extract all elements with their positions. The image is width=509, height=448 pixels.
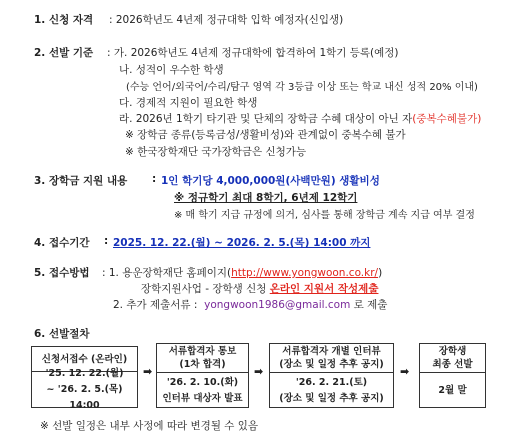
application-period: 2025. 12. 22.(월) ~ 2026. 2. 5.(목) 14:00 까지 bbox=[113, 237, 371, 249]
online-application-link[interactable]: 온라인 지원서 작성제출 bbox=[269, 283, 379, 295]
schedule-change-footnote: ※ 선발 일정은 내부 사정에 따라 변경될 수 있음 bbox=[40, 420, 259, 432]
step-date: '25. 12. 22.(월) bbox=[45, 368, 124, 379]
step-box-interview bbox=[269, 343, 394, 408]
section5-item1b bbox=[141, 281, 378, 296]
section3-semester-limit: ※ 정규학기 최대 8학기, 6년제 12학기 bbox=[174, 192, 358, 204]
step-subtitle: 최종 선발 bbox=[432, 359, 473, 370]
section2-item-ga: : 가. 2026학년도 4년제 정규대학에 합격하여 1학기 등록(예정) bbox=[107, 47, 399, 59]
section3-continuation-note: ※ 매 학기 지급 규정에 의거, 심사를 통해 장학금 계속 지급 여부 결정 bbox=[174, 210, 475, 221]
section5-item2-prefix: 2. 추가 제출서류 : bbox=[113, 299, 198, 311]
step-box-body bbox=[32, 368, 137, 411]
no-duplicate-badge: (중복수혜불가) bbox=[412, 113, 482, 125]
section5-item1 bbox=[102, 265, 382, 280]
homepage-link[interactable]: http://www.yongwoon.co.kr/ bbox=[231, 267, 379, 279]
step-date-2: (장소 및 일정 추후 공지) bbox=[279, 392, 384, 404]
section4-heading: 4. 접수기간 bbox=[34, 237, 90, 249]
step-box-body bbox=[420, 373, 485, 408]
step-date: '26. 2. 10.(화) bbox=[166, 376, 239, 388]
arrow-icon: ➡ bbox=[143, 365, 153, 378]
step-date: 2월 말 bbox=[438, 384, 467, 396]
contact-email[interactable]: yongwoon1986@gmail.com bbox=[204, 299, 351, 311]
step-title: 서류합격자 통보 bbox=[168, 346, 237, 357]
section2-heading: 2. 선발 기준 bbox=[34, 47, 94, 59]
section2-note2: ※ 한국장학재단 국가장학금은 신청가능 bbox=[125, 146, 307, 158]
section5-item1b-prefix: 장학지원사업 - 장학생 신청 bbox=[141, 283, 270, 295]
section4-colon: : bbox=[104, 235, 109, 247]
section2-item-ra-text: 라. 2026년 1학기 타기관 및 단체의 장학금 수혜 대상이 아닌 자 bbox=[119, 113, 413, 125]
step-title: 서류합격자 개별 인터뷰 bbox=[282, 346, 381, 357]
step-box-body bbox=[157, 373, 248, 408]
section1-text: : 2026학년도 4년제 정규대학 입학 예정자(신입생) bbox=[109, 14, 344, 26]
section3-amount: 1인 학기당 4,000,000원(사백만원) 생활비성 bbox=[161, 175, 380, 187]
step-box-header bbox=[420, 344, 485, 373]
section6-heading: 6. 선발절차 bbox=[34, 328, 90, 340]
section2-item-na: 나. 성적이 우수한 학생 bbox=[119, 64, 224, 76]
section3-heading: 3. 장학금 지원 내용 bbox=[34, 175, 128, 187]
step-box-body bbox=[270, 373, 393, 408]
step-subtitle: (장소 및 일정 추후 공지) bbox=[279, 359, 384, 370]
step-box-document-result bbox=[156, 343, 249, 408]
section5-item2 bbox=[113, 297, 387, 312]
section2-item-ra bbox=[119, 111, 481, 126]
step-date-2: 인터뷰 대상자 발표 bbox=[162, 392, 243, 404]
step-date-2: ~ '26. 2. 5.(목) 14:00 bbox=[46, 384, 123, 411]
section2-item-da: 다. 경제적 지원이 필요한 학생 bbox=[119, 97, 258, 109]
step-box-final-selection bbox=[419, 343, 486, 408]
arrow-icon: ➡ bbox=[254, 365, 264, 378]
step-box-header bbox=[157, 344, 248, 373]
section5-item1-prefix: : 1. 용운장학재단 홈페이지( bbox=[102, 267, 232, 279]
section2-item-na-detail: (수능 언어/외국어/수리/탐구 영역 각 3등급 이상 또는 학교 내신 성적 20% 이내) bbox=[126, 82, 478, 93]
step-date: '26. 2. 21.(토) bbox=[295, 376, 368, 388]
step-title: 신청서접수 (온라인) bbox=[41, 353, 128, 365]
step-box-application bbox=[31, 346, 138, 411]
section5-item1-suffix: ) bbox=[378, 267, 383, 279]
section1-heading: 1. 신청 자격 bbox=[34, 14, 94, 26]
section2-note1: ※ 장학금 종류(등록금성/생활비성)와 관계없이 중복수혜 불가 bbox=[125, 129, 406, 141]
step-box-header bbox=[270, 344, 393, 373]
step-subtitle: (1차 합격) bbox=[179, 359, 226, 370]
step-title: 장학생 bbox=[438, 346, 467, 357]
section5-item2-suffix: 로 제출 bbox=[353, 299, 388, 311]
arrow-icon: ➡ bbox=[400, 365, 410, 378]
section5-heading: 5. 접수방법 bbox=[34, 267, 90, 279]
section3-colon: : bbox=[152, 173, 157, 185]
